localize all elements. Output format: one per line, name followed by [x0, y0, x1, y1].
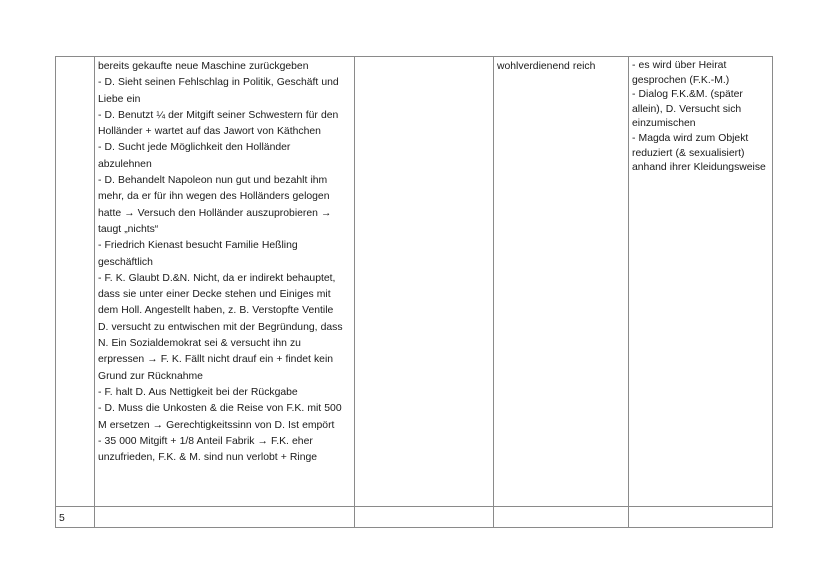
analysis-text — [629, 57, 772, 176]
text-line: anhand ihrer Kleidungsweise — [632, 162, 766, 174]
text-line: Liebe ein — [98, 93, 141, 105]
notes-table — [55, 56, 773, 528]
row-number-cell — [56, 57, 95, 507]
text-line: - Friedrich Kienast besucht Familie Heßling — [98, 240, 298, 252]
text-line: gesprochen (F.K.-M.) — [632, 74, 730, 86]
empty-cell — [629, 507, 773, 528]
text-line: - F. K. Glaubt D.&N. Nicht, da er indirekt behauptet, — [98, 272, 336, 284]
text-line: allein), D. Versucht sich — [632, 103, 742, 115]
text-line: dass sie unter einer Decke stehen und Einiges mit — [98, 289, 331, 301]
table-row — [56, 507, 773, 528]
characterization-text: wohlverdienend reich — [497, 61, 596, 72]
empty-cell — [355, 507, 494, 528]
text-line: - D. Benutzt ¼ der Mitgift seiner Schwestern für den — [98, 109, 339, 121]
text-line: einzumischen — [632, 118, 696, 130]
text-line: erpressen → F. K. Fällt nicht drauf ein + findet kein — [98, 354, 334, 366]
empty-cell — [95, 507, 355, 528]
text-line: - D. Behandelt Napoleon nun gut und bezahlt ihm — [98, 175, 328, 187]
text-line: - 35 000 Mitgift + 1/8 Anteil Fabrik → F.K. eher — [98, 435, 313, 447]
row-number: 5 — [59, 513, 65, 524]
text-line: geschäftlich — [98, 256, 153, 268]
text-line: Grund zur Rücknahme — [98, 370, 203, 382]
text-line: Holländer + wartet auf das Jawort von Käthchen — [98, 126, 321, 138]
characterization-cell — [494, 57, 629, 507]
text-line: - D. Muss die Unkosten & die Reise von F.K. mit 500 — [98, 403, 342, 415]
text-line: hatte → Versuch den Holländer auszuprobieren → — [98, 207, 332, 219]
text-line: abzulehnen — [98, 158, 152, 170]
text-line: - Magda wird zum Objekt — [632, 132, 749, 144]
analysis-cell — [629, 57, 773, 507]
text-line: - Dialog F.K.&M. (später — [632, 89, 743, 101]
empty-cell — [494, 507, 629, 528]
text-line: reduziert (& sexualisiert) — [632, 147, 745, 159]
text-line: - F. halt D. Aus Nettigkeit bei der Rückgabe — [98, 386, 298, 398]
text-line: - es wird über Heirat — [632, 60, 727, 71]
text-line: bereits gekaufte neue Maschine zurückgeben — [98, 61, 309, 72]
table-row — [56, 57, 773, 507]
empty-cell — [355, 57, 494, 507]
text-line: taugt „nichts“ — [98, 223, 159, 235]
text-line: - D. Sieht seinen Fehlschlag in Politik, Geschäft und — [98, 77, 339, 89]
text-line: N. Ein Sozialdemokrat sei & versucht ihn zu — [98, 338, 301, 350]
text-line: mehr, da er für ihn wegen des Holländers gelogen — [98, 191, 330, 203]
plot-summary-cell — [95, 57, 355, 507]
text-line: M ersetzen → Gerechtigkeitssinn von D. Ist empört — [98, 419, 335, 431]
plot-summary-text — [95, 57, 354, 466]
text-line: - D. Sucht jede Möglichkeit den Holländer — [98, 142, 291, 154]
text-line: dem Holl. Angestellt haben, z. B. Verstopfte Ventile — [98, 305, 334, 317]
row-number-cell — [56, 507, 95, 528]
text-line: D. versucht zu entwischen mit der Begründung, dass — [98, 321, 343, 333]
text-line: unzufrieden, F.K. & M. sind nun verlobt + Ringe — [98, 452, 318, 464]
